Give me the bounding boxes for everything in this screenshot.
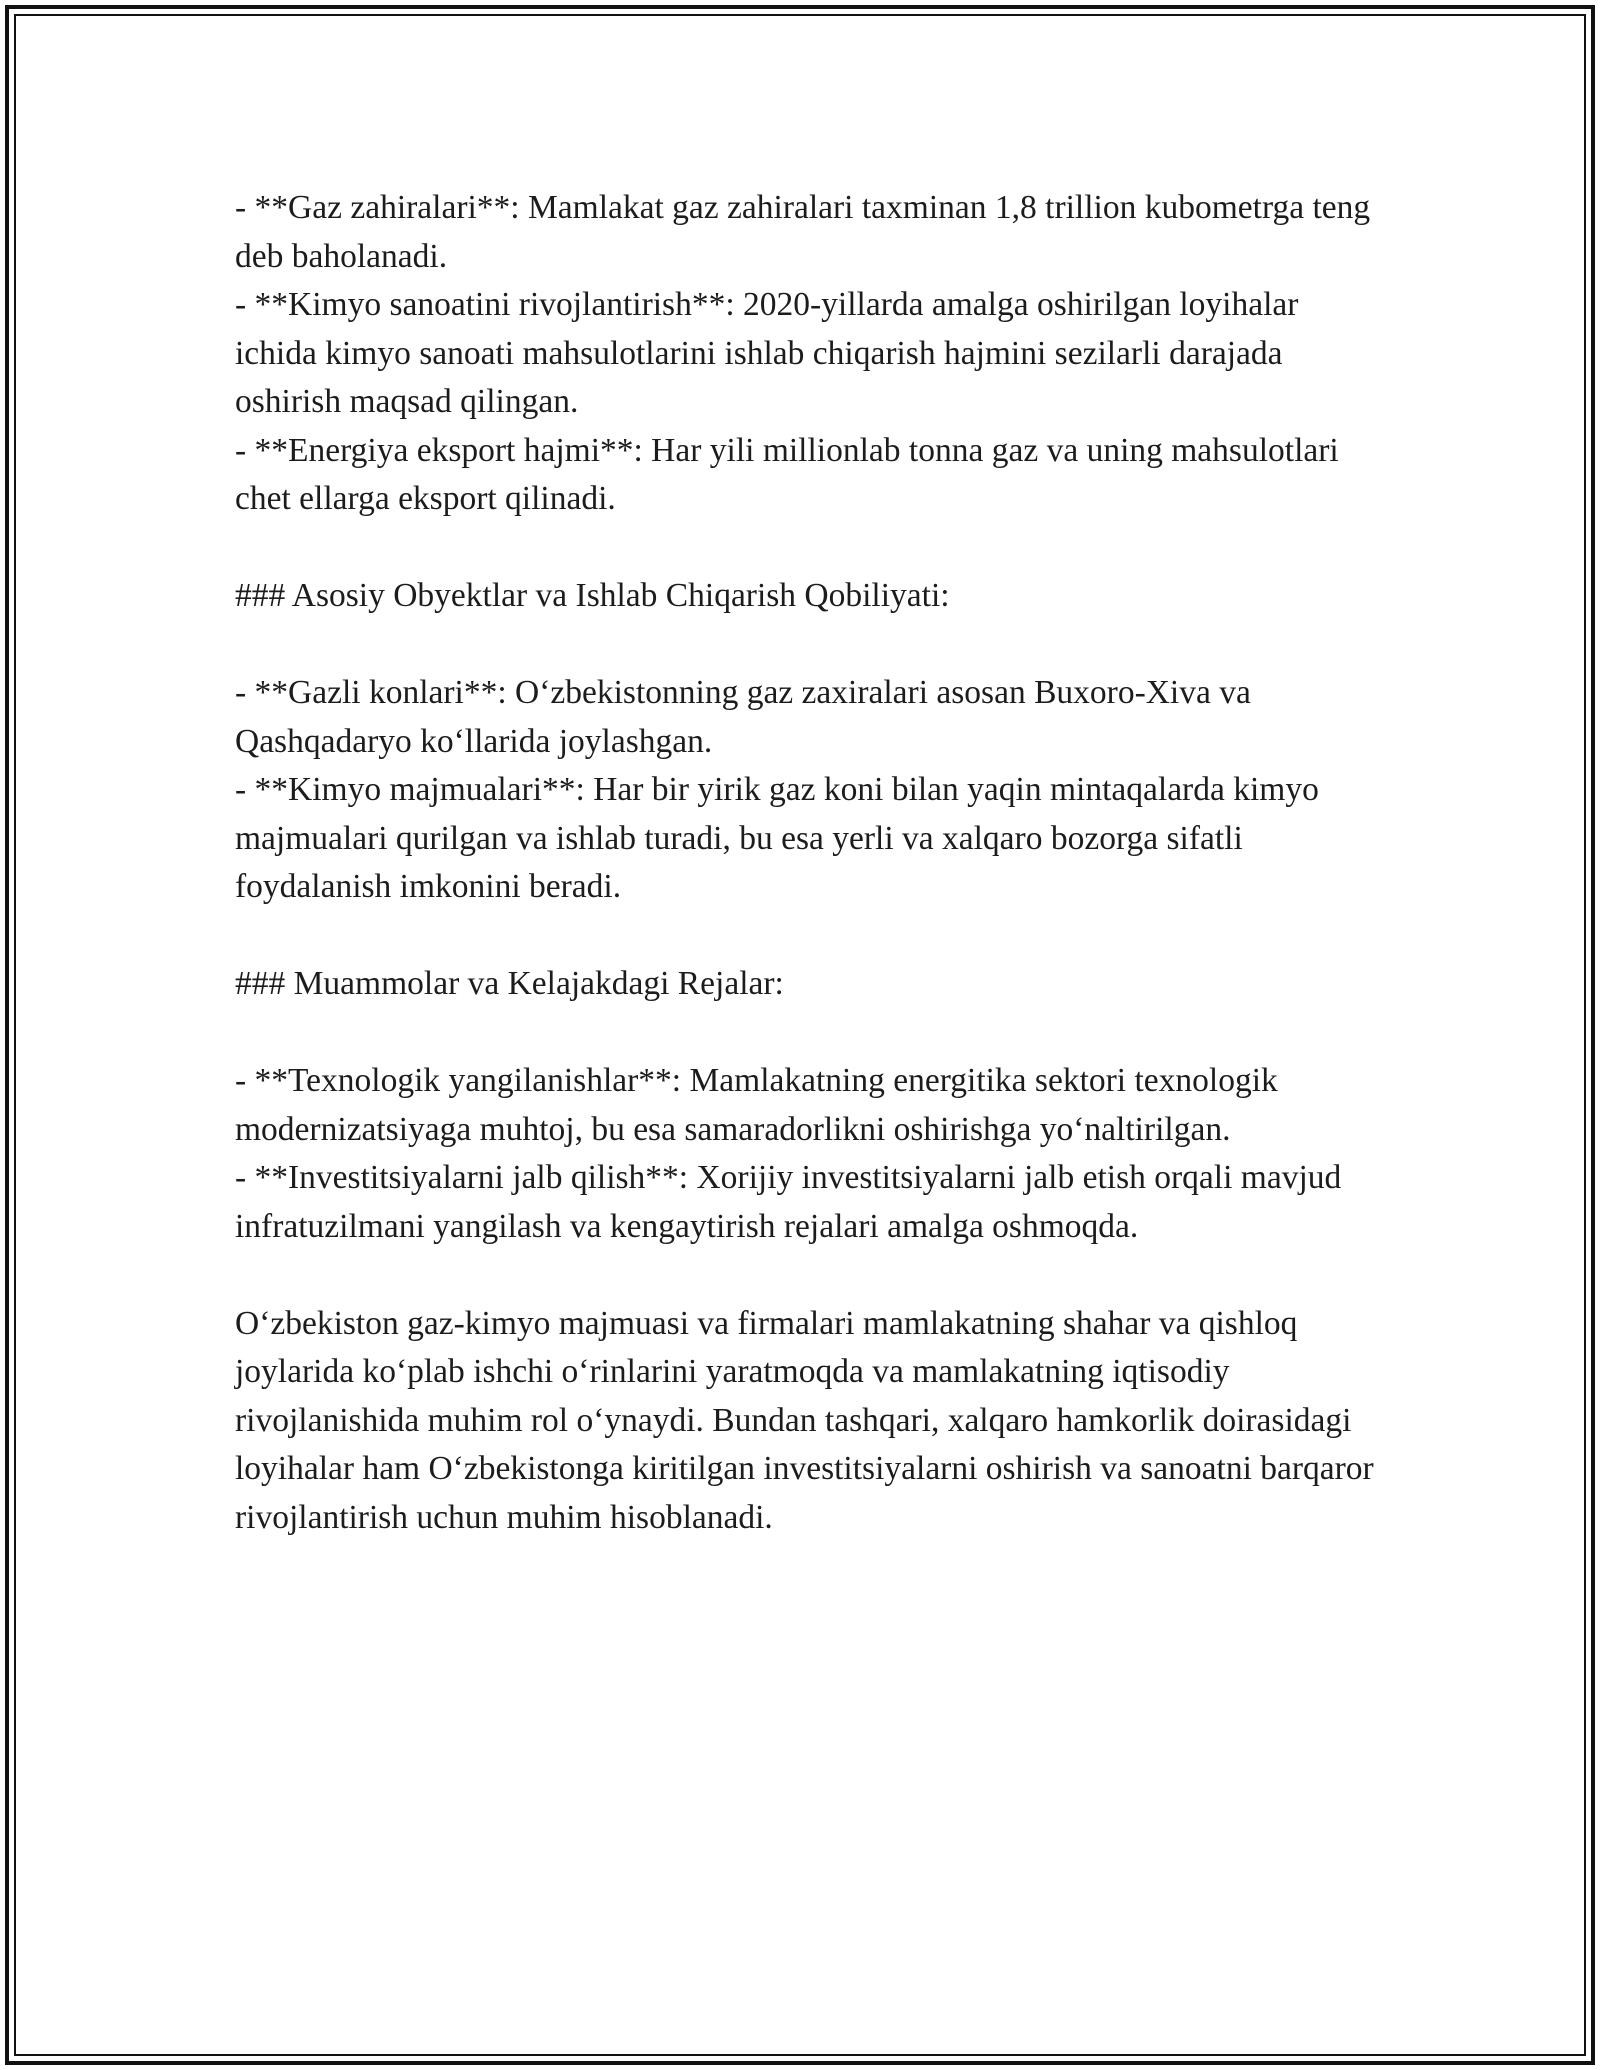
list-item-tech-upgrades: - **Texnologik yangilanishlar**: Mamlakatning energitika sektori texnologik modernizatsiyaga muhtoj, bu esa samaradorlikni oshirishga yo‘naltirilgan. [235, 1062, 1278, 1148]
spacer [235, 1009, 1375, 1058]
list-item-chemical-complexes: - **Kimyo majmualari**: Har bir yirik gaz koni bilan yaqin mintaqalarda kimyo majmualari qurilgan va ishlab turadi, bu esa yerli va xalqaro bozorga sifatli foydalanish imkonini beradi. [235, 771, 1319, 905]
closing-paragraph: O‘zbekiston gaz-kimyo majmuasi va firmalari mamlakatning shahar va qishloq joylarida ko‘plab ishchi o‘rinlarini yaratmoqda va mamlakatning iqtisodiy rivojlanishida muhim rol o‘ynaydi. Bundan tashqari, xalqaro hamkorlik doirasidagi loyihalar ham O‘zbekistonga kiritilgan investitsiyalarni oshirish va sanoatni barqaror rivojlantirish uchun muhim hisoblanadi. [235, 1304, 1374, 1536]
spacer [235, 912, 1375, 961]
list-item-gas-fields: - **Gazli konlari**: O‘zbekistonning gaz zaxiralari asosan Buxoro-Xiva va Qashqadaryo ko‘llarida joylashgan. [235, 674, 1251, 760]
section-heading-facilities: ### Asosiy Obyektlar va Ishlab Chiqarish Qobiliyati: [235, 577, 950, 614]
spacer [235, 621, 1375, 670]
spacer [235, 1251, 1375, 1300]
list-item-chemical-industry: - **Kimyo sanoatini rivojlantirish**: 2020-yillarda amalga oshirilgan loyihalar ichida kimyo sanoati mahsulotlarini ishlab chiqarish hajmini sezilarli darajada oshirish maqsad qilingan. [235, 286, 1299, 420]
list-item-investment: - **Investitsiyalarni jalb qilish**: Xorijiy investitsiyalarni jalb etish orqali mavjud infratuzilmani yangilash va kengaytirish rejalari amalga oshmoqda. [235, 1159, 1342, 1245]
spacer [235, 524, 1375, 573]
section-heading-problems: ### Muammolar va Kelajakdagi Rejalar: [235, 965, 784, 1002]
list-item-energy-export: - **Energiya eksport hajmi**: Har yili millionlab tonna gaz va uning mahsulotlari chet ellarga eksport qilinadi. [235, 431, 1339, 517]
list-item-gas-reserves: - **Gaz zahiralari**: Mamlakat gaz zahiralari taxminan 1,8 trillion kubometrga teng deb baholanadi. [235, 189, 1371, 275]
document-body [235, 184, 1375, 1542]
